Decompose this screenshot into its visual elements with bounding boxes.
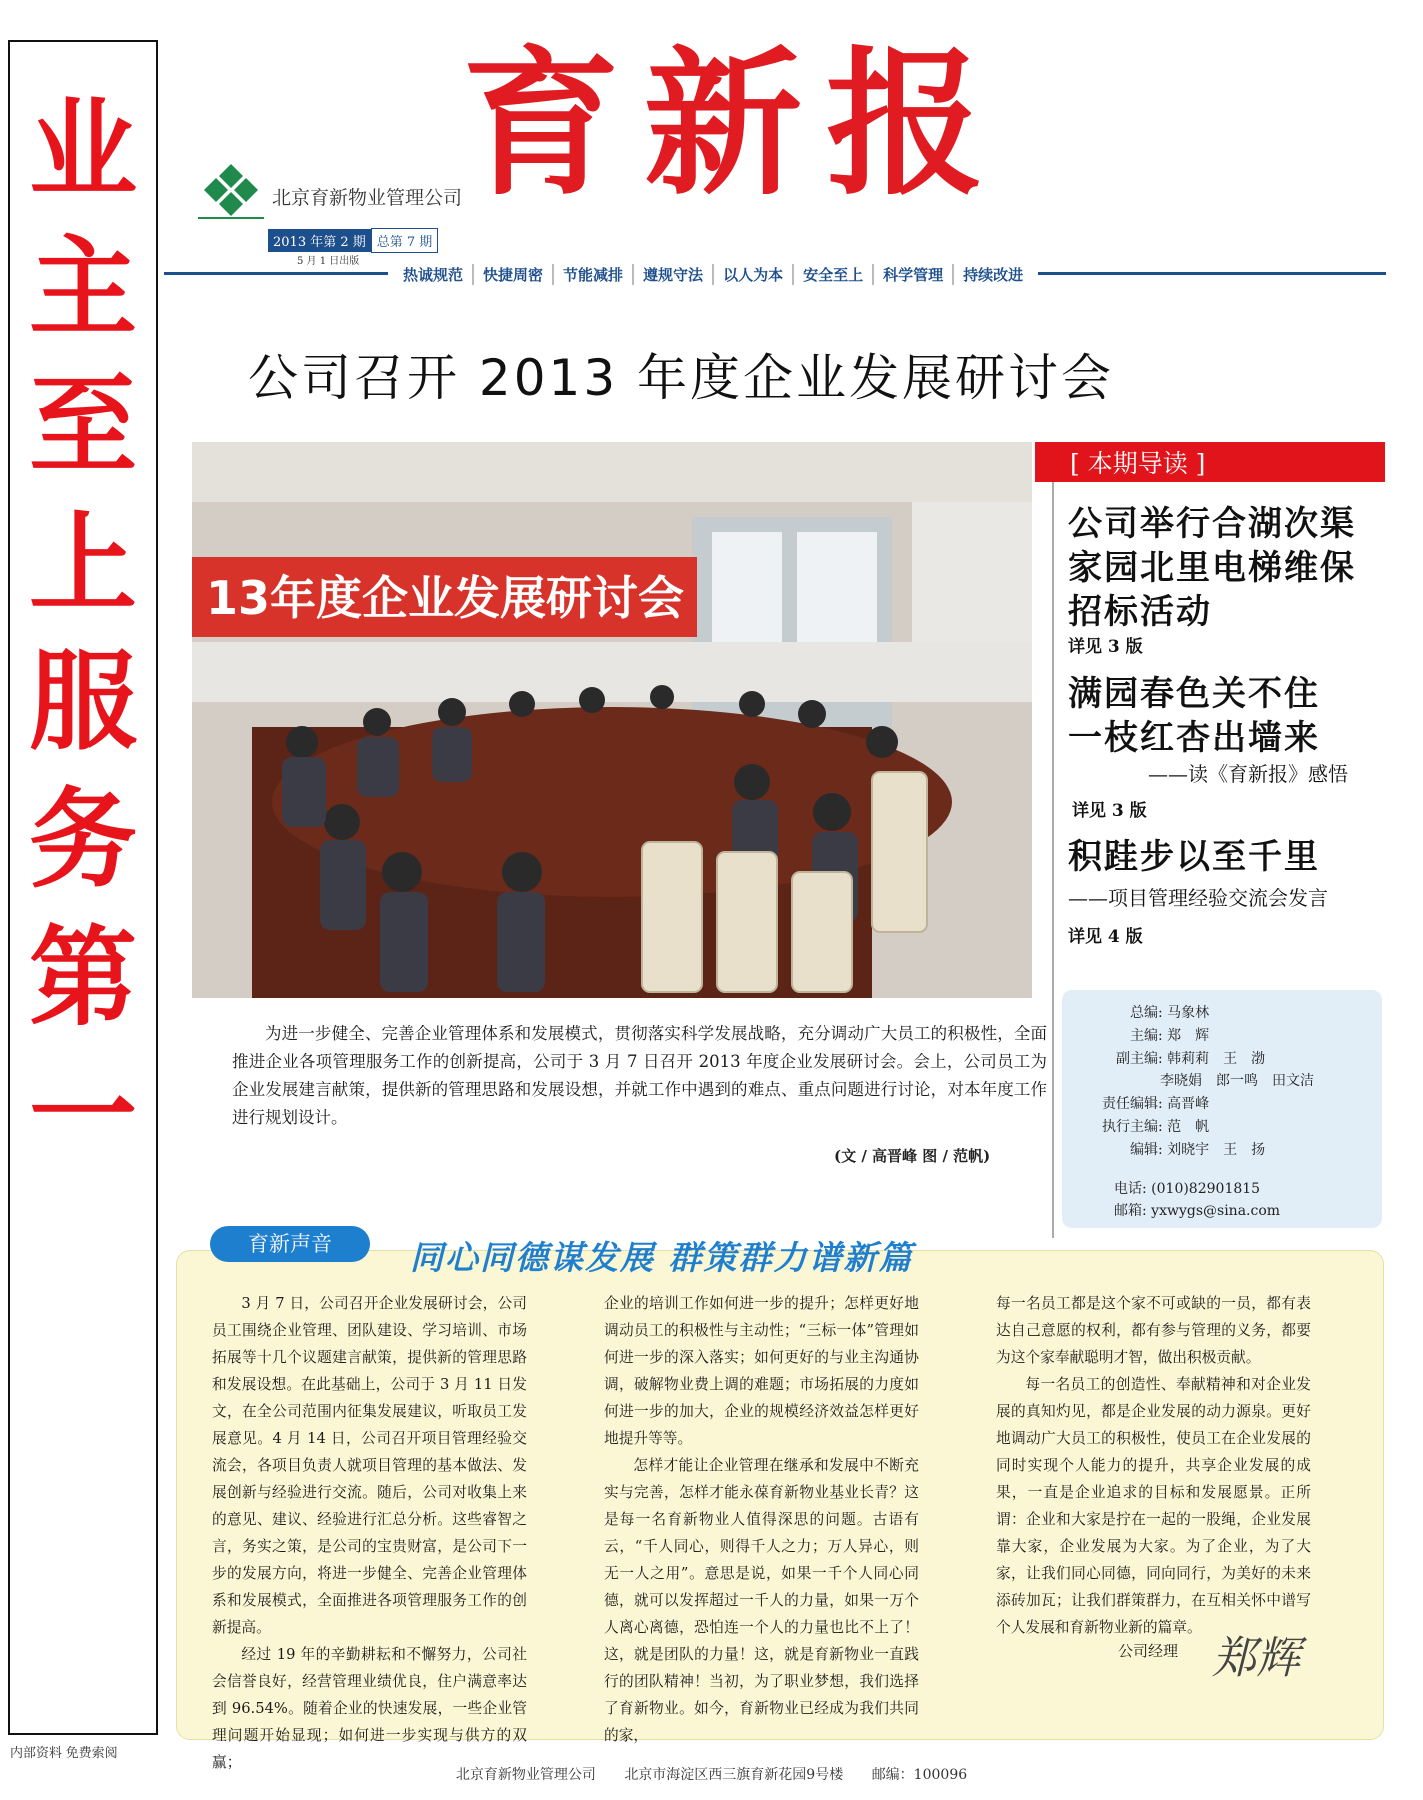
footer <box>0 1764 1423 1784</box>
staff-deputy-editors-2: 李晓娟 郎一鸣 田文洁 <box>1160 1073 1314 1089</box>
issue-line <box>268 228 438 253</box>
banner-char: 第 <box>28 916 137 1041</box>
guide-item-3-line1: 积跬步以至千里 <box>1068 837 1320 877</box>
issue-total: 总第 7 期 <box>371 228 439 253</box>
guide-item-3-title[interactable] <box>1068 835 1320 879</box>
internal-note: 内部资料 免费索阅 <box>10 1745 118 1760</box>
staff-editors: 编辑: 刘晓宇 王 扬 <box>1130 1142 1266 1158</box>
photo-credit: (文 / 高晋峰 图 / 范帆) <box>834 1147 991 1165</box>
banner-char: 务 <box>28 778 137 903</box>
issue-number: 2013 年第 2 期 <box>268 229 371 252</box>
guide-item-2-line1: 满园春色关不住 <box>1068 674 1320 714</box>
company-logo-icon <box>196 160 266 220</box>
guide-item-2-title[interactable] <box>1068 672 1320 760</box>
guide-item-1-line1: 公司举行合湖次渠 <box>1068 504 1356 544</box>
guide-item-2-see: 详见 3 版 <box>1072 801 1147 821</box>
slogan: 持续改进 <box>952 264 1032 285</box>
guide-item-3-see: 详见 4 版 <box>1068 927 1143 947</box>
signature-label: 公司经理 <box>1118 1642 1179 1660</box>
staff-editor-in-chief: 总编: 马象林 <box>1130 1005 1210 1021</box>
side-banner-text <box>10 82 156 1186</box>
banner-char: 至 <box>28 364 137 489</box>
slogan-bar <box>388 262 1038 286</box>
slogan: 科学管理 <box>872 264 952 285</box>
slogan: 以人为本 <box>712 264 792 285</box>
voice-column-1 <box>212 1290 527 1776</box>
staff-email: 邮箱: yxwygs@sina.com <box>1114 1203 1281 1219</box>
slogan: 节能减排 <box>552 264 632 285</box>
voice-column-3 <box>996 1290 1311 1641</box>
headline: 公司召开 2013 年度企业发展研讨会 <box>248 349 1115 407</box>
paragraph: 每一名员工的创造性、奉献精神和对企业发展的真知灼见，都是企业发展的动力源泉。更好地调动广大员工的积极性，使员工在企业发展的同时实现个人能力的提升，共享企业发展的成果，一直是企业追求的目标和发展愿景。正所谓：企业和大家是拧在一起的一股绳，企业发展靠大家，企业发展为大家。为了企业，为了大家，让我们同心同德，同向同行，为美好的未来添砖加瓦；让我们群策群力，在互相关怀中谱写个人发展和育新物业新的篇章。 <box>996 1376 1311 1636</box>
banner-char: 业 <box>28 88 137 213</box>
slogan: 安全至上 <box>792 264 872 285</box>
footer-company: 北京育新物业管理公司 <box>455 1767 596 1783</box>
paragraph: 企业的培训工作如何进一步的提升；怎样更好地调动员工的积极性与主动性；“三标一体”管理如何进一步的深入落实；如何更好的与业主沟通协调，破解物业费上调的难题；市场拓展的力度如何进一步的加大，企业的规模经济效益怎样更好地提升等等。 <box>604 1295 919 1447</box>
slogan: 热诚规范 <box>403 265 464 284</box>
staff-phone: 电话: (010)82901815 <box>1114 1181 1261 1197</box>
voice-tag: 育新声音 <box>210 1226 370 1262</box>
guide-item-1-line2: 家园北里电梯维保 <box>1068 548 1356 588</box>
meeting-photo-illustration <box>192 442 1032 998</box>
voice-column-2 <box>604 1290 919 1749</box>
staff-executive-editor: 执行主编: 范 帆 <box>1102 1119 1210 1135</box>
issue-date: 5 月 1 日出版 <box>297 256 360 267</box>
banner-char: 上 <box>28 502 137 627</box>
guide-item-3-subtitle: ——项目管理经验交流会发言 <box>1068 886 1328 910</box>
staff-chief-editor: 主编: 郑 辉 <box>1130 1028 1210 1044</box>
paragraph: 经过 19 年的辛勤耕耘和不懈努力，公司社会信誉良好，经营管理业绩优良，住户满意率达到 96.54%。随着企业的快速发展，一些企业管理问题开始显现；如何进一步实现与供方的双赢； <box>212 1646 527 1771</box>
side-banner <box>8 40 158 1735</box>
intro-paragraph: 为进一步健全、完善企业管理体系和发展模式，贯彻落实科学发展战略，充分调动广大员工的积极性，全面推进企业各项管理服务工作的创新提高，公司于 3 月 7 日召开 2013 年度企业发展研讨会。会上，公司员工为企业发展建言献策，提供新的管理思路和发展设想，并就工作中遇到的难点、重点问题进行讨论，对本年度工作进行规划设计。 <box>232 1024 1047 1127</box>
voice-title: 同心同德谋发展 群策群力谱新篇 <box>410 1238 914 1277</box>
banner-char: 服 <box>28 640 137 765</box>
newspaper-title: 育新报 <box>462 33 1008 217</box>
paragraph: 3 月 7 日，公司召开企业发展研讨会，公司员工围绕企业管理、团队建设、学习培训、市场拓展等十几个议题建言献策，提供新的管理思路和发展设想。在此基础上，公司于 3 月 11 日发文，在全公司范围内征集发展建议，听取员工发展意见。4 月 14 日，公司召开项目管理经验交流会，各项目负责人就项目管理的基本做法、发展创新与经验进行交流。随后，公司对收集上来的意见、建议、经验进行汇总分析。这些睿智之言，务实之策，是公司的宝贵财富，是公司下一步的发展方向，将进一步健全、完善企业管理体系和发展模式，全面推进各项管理服务工作的创新提高。 <box>212 1295 527 1636</box>
footer-address: 北京市海淀区西三旗育新花园9号楼 <box>624 1767 844 1783</box>
guide-divider <box>1052 482 1054 1238</box>
signature: 郑辉 <box>1212 1633 1300 1684</box>
paragraph: 每一名员工都是这个家不可或缺的一员，都有表达自己意愿的权利，都有参与管理的义务，都要为这个家奉献聪明才智，做出积极贡献。 <box>996 1295 1311 1366</box>
guide-label: [ 本期导读 ] <box>1070 449 1206 478</box>
guide-item-2-line2: 一枝红杏出墙来 <box>1068 718 1320 758</box>
slogan: 遵规守法 <box>632 264 712 285</box>
staff-responsible-editor: 责任编辑: 高晋峰 <box>1102 1096 1210 1112</box>
photo-banner-text: 13年度企业发展研讨会 <box>206 571 685 625</box>
slogan: 快捷周密 <box>472 264 552 285</box>
staff-box <box>1062 990 1382 1228</box>
guide-item-1-title[interactable] <box>1068 502 1356 634</box>
guide-item-1-see: 详见 3 版 <box>1068 637 1143 657</box>
banner-char: 一 <box>28 1054 137 1179</box>
paragraph: 怎样才能让企业管理在继承和发展中不断充实与完善，怎样才能永葆育新物业基业长青？这是每一名育新物业人值得深思的问题。古语有云，“千人同心，则得千人之力；万人异心，则无一人之用”。意思是说，如果一千个人同心同德，就可以发挥超过一千人的力量，如果一万个人离心离德，恐怕连一个人的力量也比不上了！这，就是团队的力量！这，就是育新物业一直践行的团队精神！当初，为了职业梦想，我们选择了育新物业。如今，育新物业已经成为我们共同的家， <box>604 1457 919 1744</box>
banner-char: 主 <box>28 226 137 351</box>
meeting-photo <box>192 442 1032 998</box>
guide-item-2-subtitle: ——读《育新报》感悟 <box>1148 762 1348 786</box>
staff-deputy-editors: 副主编: 韩莉莉 王 渤 <box>1116 1051 1266 1067</box>
footer-postcode: 邮编：100096 <box>871 1767 968 1783</box>
guide-item-1-line3: 招标活动 <box>1068 592 1212 632</box>
company-name: 北京育新物业管理公司 <box>272 187 463 209</box>
